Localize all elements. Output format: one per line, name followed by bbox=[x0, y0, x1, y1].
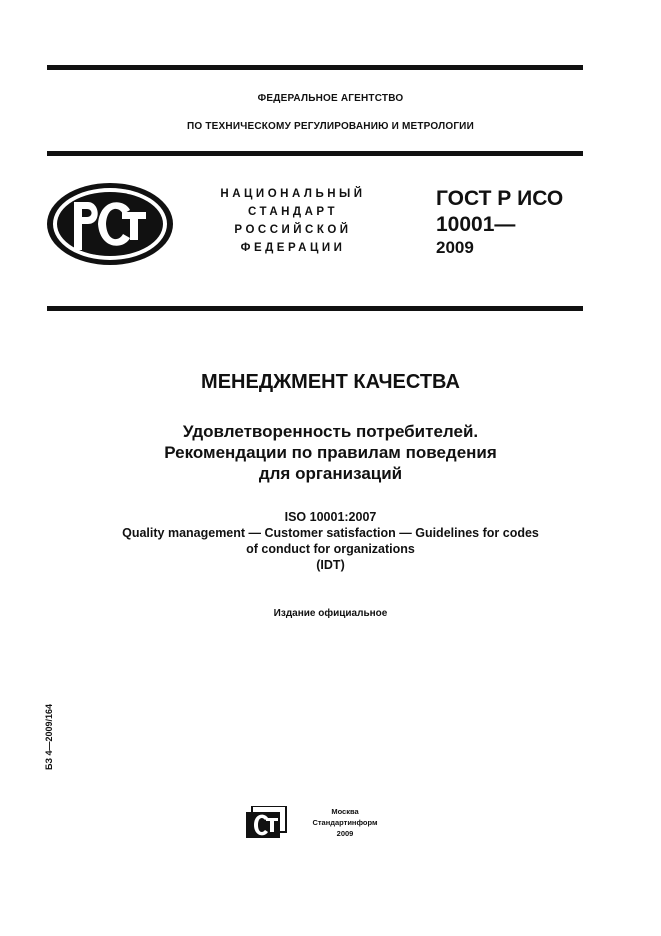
iso-code: ISO 10001:2007 bbox=[284, 510, 377, 524]
subtitle-line-2: Рекомендации по правилам поведения bbox=[164, 443, 497, 462]
national-standard-block bbox=[198, 185, 388, 257]
side-note: БЗ 4—2009/164 bbox=[44, 703, 54, 770]
subtitle-line-3: для организаций bbox=[258, 464, 403, 483]
document-subtitle bbox=[0, 421, 661, 484]
gost-year: 2009 bbox=[436, 238, 474, 257]
iso-idt: (IDT) bbox=[316, 558, 345, 572]
agency-line-2: ПО ТЕХНИЧЕСКОМУ РЕГУЛИРОВАНИЮ И МЕТРОЛОГИИ bbox=[187, 121, 474, 132]
rst-certification-mark-icon bbox=[44, 180, 176, 268]
middle-rule bbox=[47, 306, 583, 311]
standartinform-logo-icon bbox=[246, 806, 288, 838]
national-standard-line-1: НАЦИОНАЛЬНЫЙ bbox=[220, 188, 366, 200]
agency-line-1: ФЕДЕРАЛЬНОЕ АГЕНТСТВО bbox=[257, 93, 404, 104]
publisher-name: Стандартинформ bbox=[312, 818, 378, 827]
publisher-year: 2009 bbox=[336, 829, 354, 838]
iso-title-line-1: Quality management — Customer satisfaction — Guidelines for codes bbox=[122, 526, 539, 540]
national-standard-line-4: ФЕДЕРАЦИИ bbox=[240, 242, 346, 254]
national-standard-line-3: РОССИЙСКОЙ bbox=[234, 224, 352, 236]
publisher-info bbox=[300, 806, 390, 839]
iso-title-line-2: of conduct for organizations bbox=[246, 542, 415, 556]
gost-designation-line-2: 10001— bbox=[436, 213, 516, 236]
gost-designation-line-1: ГОСТ Р ИСО bbox=[436, 187, 564, 210]
subtitle-line-1: Удовлетворенность потребителей. bbox=[182, 422, 479, 441]
national-standard-line-2: СТАНДАРТ bbox=[248, 206, 338, 218]
edition-note: Издание официальное bbox=[273, 608, 388, 619]
iso-reference bbox=[0, 509, 661, 573]
header-rule bbox=[47, 151, 583, 156]
top-rule bbox=[47, 65, 583, 70]
publisher-city: Москва bbox=[331, 807, 359, 816]
gost-designation bbox=[436, 186, 563, 238]
document-title: МЕНЕДЖМЕНТ КАЧЕСТВА bbox=[201, 371, 460, 393]
